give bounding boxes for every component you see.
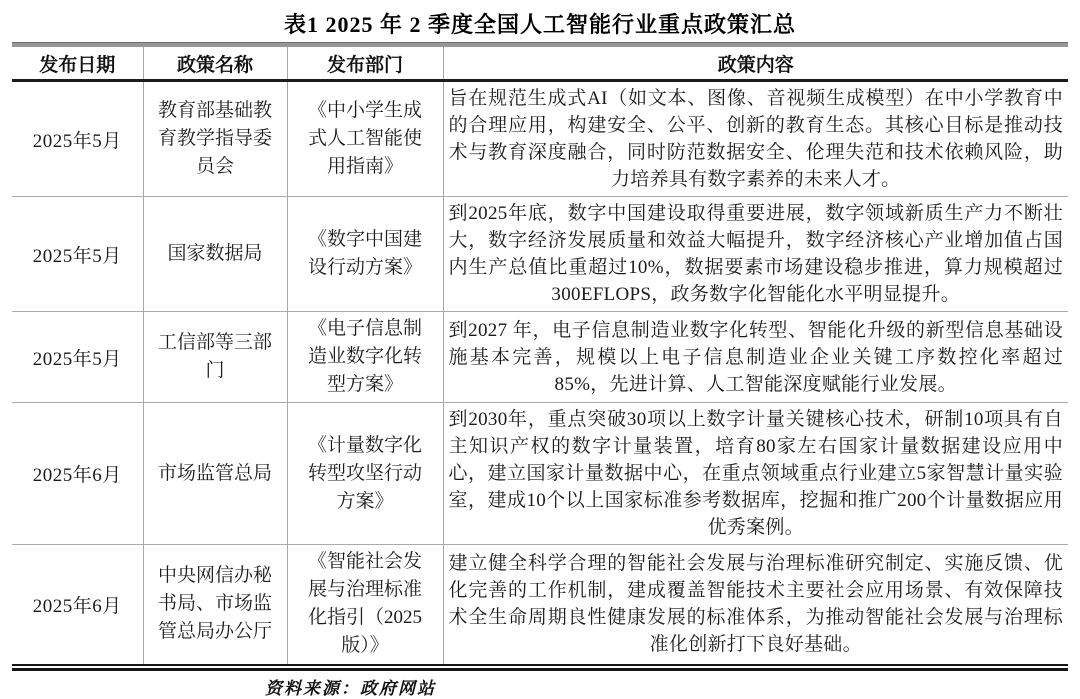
table-row: [12, 403, 1068, 545]
cell-publish-dept: 《数字中国建设行动方案》: [287, 197, 443, 312]
table-title: 表1 2025 年 2 季度全国人工智能行业重点政策汇总: [283, 12, 796, 37]
cell-publish-dept: 《计量数字化转型攻坚行动方案》: [287, 403, 443, 545]
table-row: [12, 312, 1068, 403]
header-policy-content: 政策内容: [443, 47, 1068, 81]
cell-policy-name: 国家数据局: [143, 197, 287, 312]
table-bottom-rule: [12, 664, 1068, 671]
cell-policy-content: 到2025年底，数字中国建设取得重要进展，数字领域新质生产力不断壮大，数字经济发展质量和效益大幅提升，数字经济核心产业增加值占国内生产总值比重超过10%，数据要素市场建设稳步推进，算力规模超过300EFLOPS，政务数字化智能化水平明显提升。: [443, 197, 1068, 312]
cell-policy-content: 建立健全科学合理的智能社会发展与治理标准研究制定、实施反馈、优化完善的工作机制，建成覆盖智能技术主要社会应用场景、有效保障技术全生命周期良性健康发展的标准体系，为推动智能社会发展与治理标准化创新打下良好基础。: [448, 553, 1063, 656]
cell-policy-name: 中央网信办秘书局、市场监管总局办公厅: [143, 545, 287, 664]
table-header-row: [12, 47, 1068, 81]
cell-publish-dept: 《中小学生成式人工智能使用指南》: [287, 81, 443, 197]
cell-date: 2025年5月: [12, 197, 143, 312]
header-policy-name: 政策名称: [143, 47, 287, 81]
table-row: [12, 81, 1068, 197]
cell-date: 2025年6月: [12, 545, 143, 664]
cell-policy-name: 市场监管总局: [143, 403, 287, 545]
cell-date: 2025年5月: [12, 312, 143, 403]
source-note: 资料来源：政府网站: [265, 678, 436, 698]
cell-policy-content: 到2030年，重点突破30项以上数字计量关键核心技术，研制10项具有自主知识产权的数字计量装置，培育80家左右国家计量数据建设应用中心，建立国家计量数据中心，在重点领域重点行业建立5家智慧计量实验室，建成10个以上国家标准参考数据库，挖掘和推广200个计量数据应用优秀案例。: [443, 403, 1068, 545]
cell-policy-content: 到2027 年，电子信息制造业数字化转型、智能化升级的新型信息基础设施基本完善，规模以上电子信息制造业企业关键工序数控化率超过85%，先进计算、人工智能深度赋能行业发展。: [443, 312, 1068, 403]
cell-publish-dept: 《智能社会发展与治理标准化指引（2025 版）》: [287, 545, 443, 664]
cell-policy-name: 教育部基础教育教学指导委员会: [143, 81, 287, 197]
header-publish-dept: 发布部门: [287, 47, 443, 81]
cell-policy-name: 工信部等三部门: [143, 312, 287, 403]
cell-date: 2025年5月: [12, 81, 143, 197]
table-row: [12, 545, 1068, 664]
cell-publish-dept: 《电子信息制造业数字化转型方案》: [287, 312, 443, 403]
header-publish-date: 发布日期: [12, 47, 143, 81]
cell-policy-content: 旨在规范生成式AI（如文本、图像、音视频生成模型）在中小学教育中的合理应用，构建安全、公平、创新的教育生态。其核心目标是推动技术与教育深度融合，同时防范数据安全、伦理失范和技术依赖风险，助力培养具有数字素养的未来人才。: [443, 81, 1068, 197]
policy-table: [12, 47, 1068, 664]
cell-date: 2025年6月: [12, 403, 143, 545]
table-row: [12, 197, 1068, 312]
